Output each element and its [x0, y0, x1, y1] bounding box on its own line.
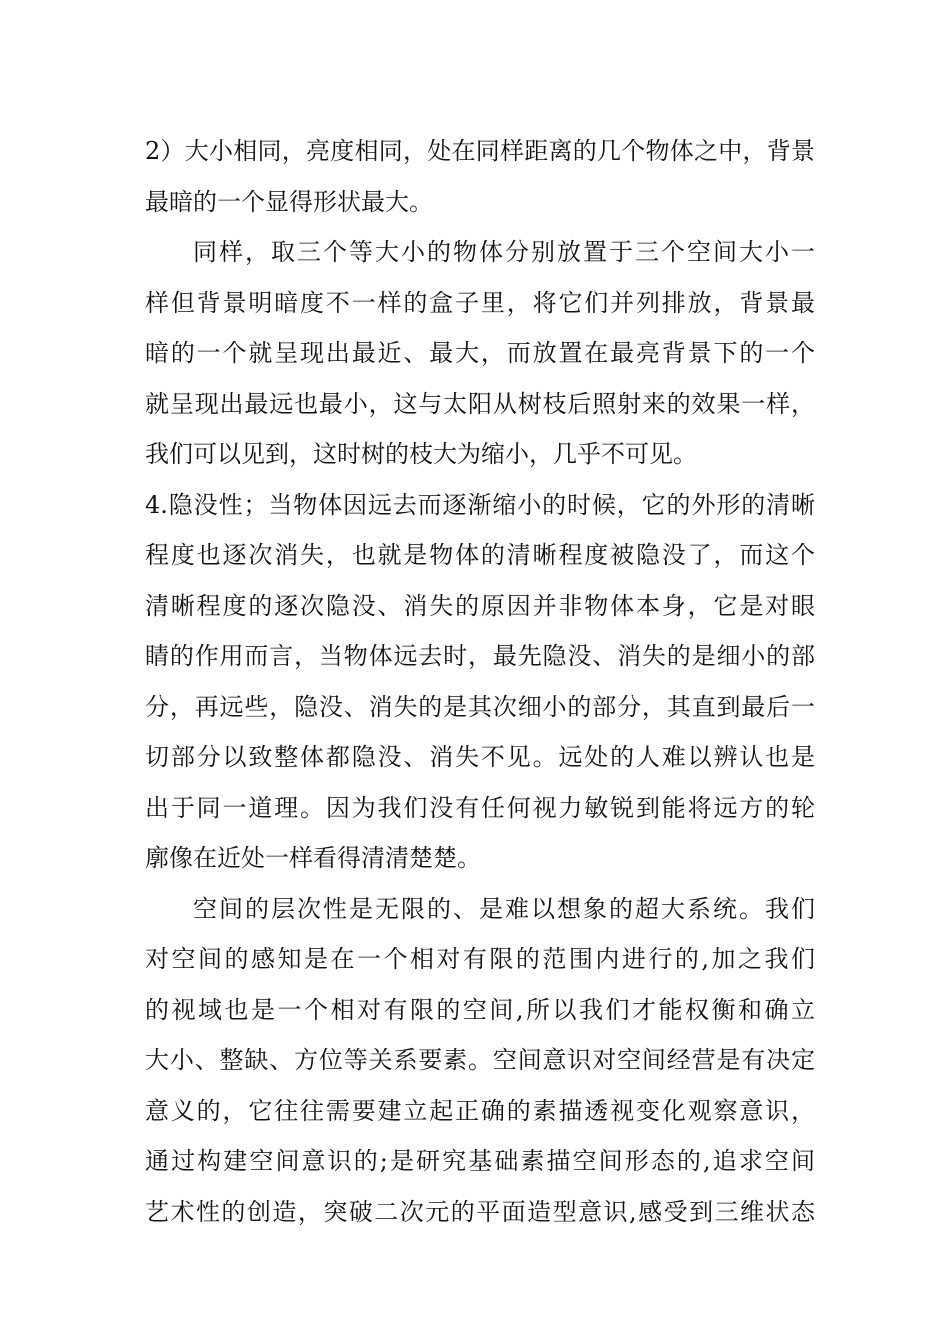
text-line: 出于同一道理。因为我们没有任何视力敏锐到能将远方的轮 — [145, 793, 815, 822]
text-line: 意义的，它往往需要建立起正确的素描透视变化观察意识， — [145, 1096, 815, 1125]
text-line: 廓像在近处一样看得清清楚楚。 — [145, 844, 481, 872]
text-line: 对空间的感知是在一个相对有限的范围内进行的,加之我们 — [145, 945, 815, 973]
text-line: 分，再远些，隐没、消失的是其次细小的部分，其直到最后一 — [145, 692, 815, 721]
text-line: 大小、整缺、方位等关系要素。空间意识对空间经营是有决定 — [145, 1046, 815, 1074]
body-text — [145, 126, 815, 1237]
text-line: 最暗的一个显得形状最大。 — [145, 187, 433, 216]
paragraph-first-line: 空间的层次性是无限的、是难以想象的超大系统。我们 — [193, 894, 815, 923]
text-line: 程度也逐次消失，也就是物体的清晰程度被隐没了，而这个 — [145, 541, 815, 569]
text-line: 艺术性的创造，突破二次元的平面造型意识,感受到三维状态 — [145, 1197, 815, 1226]
text-line: 4.隐没性；当物体因远去而逐渐缩小的时候，它的外形的清晰 — [145, 490, 815, 519]
text-line: 暗的一个就呈现出最近、最大，而放置在最亮背景下的一个 — [145, 339, 815, 367]
text-line: 样但背景明暗度不一样的盒子里，将它们并列排放，背景最 — [145, 288, 815, 317]
text-line: 的视域也是一个相对有限的空间,所以我们才能权衡和确立 — [145, 995, 815, 1024]
text-line: 2）大小相同，亮度相同，处在同样距离的几个物体之中，背景 — [145, 137, 815, 165]
paragraph-first-line: 同样，取三个等大小的物体分别放置于三个空间大小一 — [193, 238, 815, 266]
text-line: 通过构建空间意识的;是研究基础素描空间形态的,追求空间 — [145, 1147, 815, 1175]
text-line: 我们可以见到，这时树的枝大为缩小，几乎不可见。 — [145, 440, 697, 468]
text-line: 就呈现出最远也最小，这与太阳从树枝后照射来的效果一样， — [145, 389, 815, 418]
text-line: 清晰程度的逐次隐没、消失的原因并非物体本身，它是对眼 — [145, 591, 815, 620]
text-line: 切部分以致整体都隐没、消失不见。远处的人难以辨认也是 — [145, 743, 815, 771]
text-line: 睛的作用而言，当物体远去时，最先隐没、消失的是细小的部 — [145, 642, 815, 670]
